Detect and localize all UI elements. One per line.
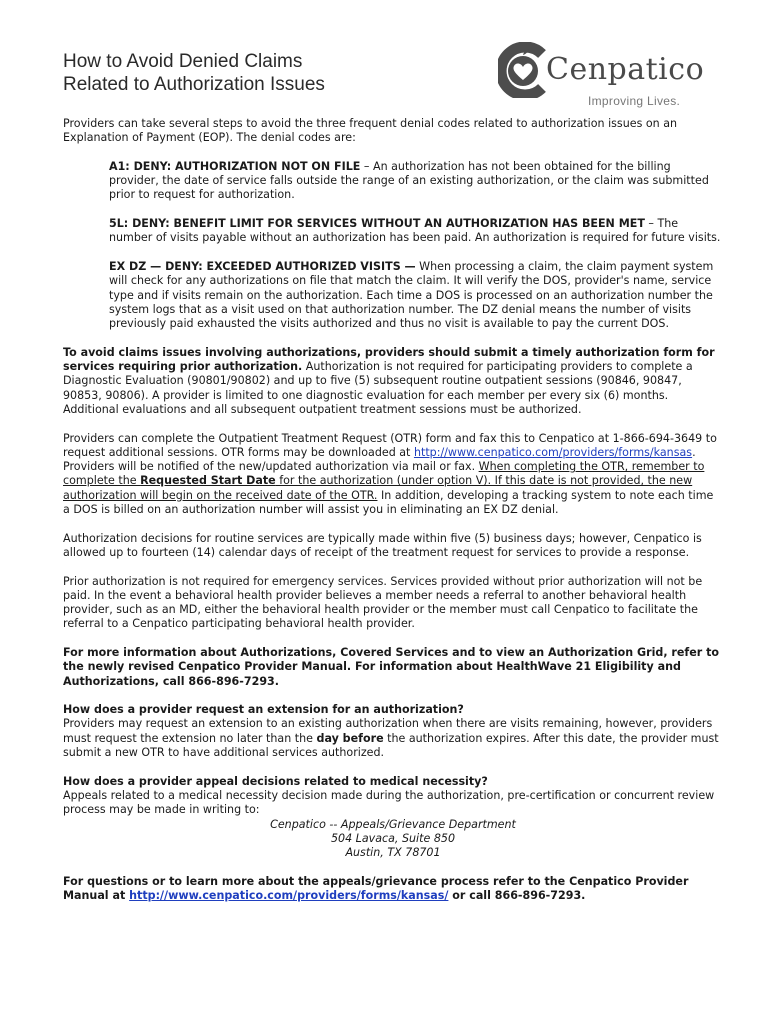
denial-code-label: A1: DENY: AUTHORIZATION NOT ON FILE bbox=[109, 159, 361, 173]
avoid-bold-text: To avoid claims issues involving authorizations, providers should submit a timely authorization form for services requiring prior authorization. bbox=[63, 345, 715, 374]
provider-manual-link[interactable]: http://www.cenpatico.com/providers/forms/kansas/ bbox=[129, 889, 449, 903]
emergency-paragraph: Prior authorization is not required for emergency services. Services provided without prior authorization will not be paid. In the event a behavioral health provider believes a member needs a referral to another behavioral health provider, such as an MD, either the behavioral health provider or the member must call Cenpatico to facilitate the referral to a Cenpatico participating behavioral health provider. bbox=[63, 574, 703, 631]
denial-code-text: – An authorization has not been obtained for the billing provider, the date of service falls outside the range of an existing authorization, or the claim was submitted prior to request for authorization. bbox=[109, 159, 709, 202]
denial-code-text: – The number of visits payable without an authorization has been paid. An authorization is required for future visits. bbox=[109, 217, 721, 245]
title-line-1: How to Avoid Denied Claims bbox=[63, 51, 303, 72]
denial-code-label: EX DZ — DENY: EXCEEDED AUTHORIZED VISITS — bbox=[109, 259, 416, 273]
day-before-text: day before bbox=[316, 731, 384, 745]
questions-paragraph bbox=[63, 875, 723, 904]
more-info-bold-text: For more information about Authorizations, Covered Services and to view an Authorization Grid, refer to the newly revised Cenpatico Provider Manual. For information about HealthWave 21 Eligibility and Authorizations, call 866-896-7293. bbox=[63, 645, 720, 688]
intro-paragraph: Providers can take several steps to avoid the three frequent denial codes related to authorization issues on an Explanation of Payment (EOP). The denial codes are: bbox=[63, 117, 678, 145]
appeal-question: How does a provider appeal decisions related to medical necessity? bbox=[63, 774, 488, 788]
avoid-paragraph bbox=[63, 346, 723, 417]
denial-code-a1 bbox=[109, 160, 723, 203]
denial-code-text: When processing a claim, the claim payment system will check for any authorizations on file that match the claim. It will verify the DOS, provider's name, service type and if visits remain on the authorization. Each time a DOS is processed on an authorization number the system logs that as a visit used on that authorization number. The DZ denial means the number of visits previously paid exhausted the visits authorized and thus no visit is available to pay the current DOS. bbox=[109, 259, 714, 331]
logo-tagline: Improving Lives. bbox=[588, 94, 681, 108]
address-line-2: 504 Lavaca, Suite 850 bbox=[330, 831, 456, 845]
otr-forms-link[interactable]: http://www.cenpatico.com/providers/forms/kansas bbox=[413, 445, 693, 459]
page-title bbox=[63, 50, 325, 96]
appeal-text: Appeals related to a medical necessity decision made during the authorization, pre-certification or concurrent review process may be made in writing to: bbox=[63, 788, 715, 817]
otr-note-text-1: When completing the OTR, remember to complete the bbox=[63, 460, 705, 488]
otr-paragraph bbox=[63, 432, 723, 518]
questions-text-2: or call 866-896-7293. bbox=[448, 889, 586, 903]
denial-code-exdz bbox=[109, 260, 723, 331]
extension-section bbox=[63, 703, 723, 760]
otr-note-text-2: for the authorization (under option V). If this date is not provided, the new authorization will begin on the received date of the OTR. bbox=[63, 474, 693, 502]
cenpatico-logo bbox=[498, 42, 705, 112]
denial-code-label: 5L: DENY: BENEFIT LIMIT FOR SERVICES WITHOUT AN AUTHORIZATION HAS BEEN MET bbox=[109, 217, 645, 231]
otr-text-3: In addition, developing a tracking system to note each time a DOS is billed on an authorization number will assist you in eliminating an EX DZ denial. bbox=[63, 488, 714, 517]
requested-start-date-label: Requested Start Date bbox=[140, 474, 276, 488]
extension-text-1: Providers may request an extension to an existing authorization when there are visits remaining, however, providers must request the extension no later than the bbox=[63, 717, 713, 745]
logo-wordmark: Cenpatico bbox=[546, 52, 705, 87]
decisions-paragraph: Authorization decisions for routine services are typically made within five (5) business days; however, Cenpatico is allowed up to fourteen (14) calendar days of receipt of the treatment request for services to provide a response. bbox=[63, 531, 702, 559]
otr-text-1: Providers can complete the Outpatient Treatment Request (OTR) form and fax this to Cenpatico at 1-866-694-3649 to request additional sessions. OTR forms may be downloaded at bbox=[63, 431, 717, 459]
title-line-2: Related to Authorization Issues bbox=[63, 74, 325, 95]
otr-text-2: . Providers will be notified of the new/updated authorization via mail or fax. bbox=[63, 445, 696, 474]
appeal-section bbox=[63, 775, 723, 818]
logo-c-heart-icon bbox=[498, 42, 548, 98]
avoid-text: Authorization is not required for participating providers to complete a Diagnostic Evaluation (90801/90802) and up to five (5) subsequent routine outpatient sessions (90846, 90847, 90853, 90806). A provider is limited to one diagnostic evaluation for each member per every six (6) months. Additional evaluations and all subsequent outpatient treatment sessions must be authorized. bbox=[63, 360, 693, 416]
document-body bbox=[63, 117, 723, 918]
questions-text-1: For questions or to learn more about the appeals/grievance process refer to the Cenpatico Provider Manual at bbox=[63, 874, 689, 903]
denial-code-5l bbox=[109, 217, 723, 246]
address-line-3: Austin, TX 78701 bbox=[345, 846, 441, 860]
address-line-1: Cenpatico -- Appeals/Grievance Department bbox=[270, 817, 516, 831]
extension-text-2: the authorization expires. After this date, the provider must submit a new OTR to have additional services authorized. bbox=[63, 731, 719, 760]
extension-question: How does a provider request an extension for an authorization? bbox=[63, 703, 464, 717]
appeal-address bbox=[63, 818, 723, 861]
more-info-paragraph bbox=[63, 646, 723, 689]
